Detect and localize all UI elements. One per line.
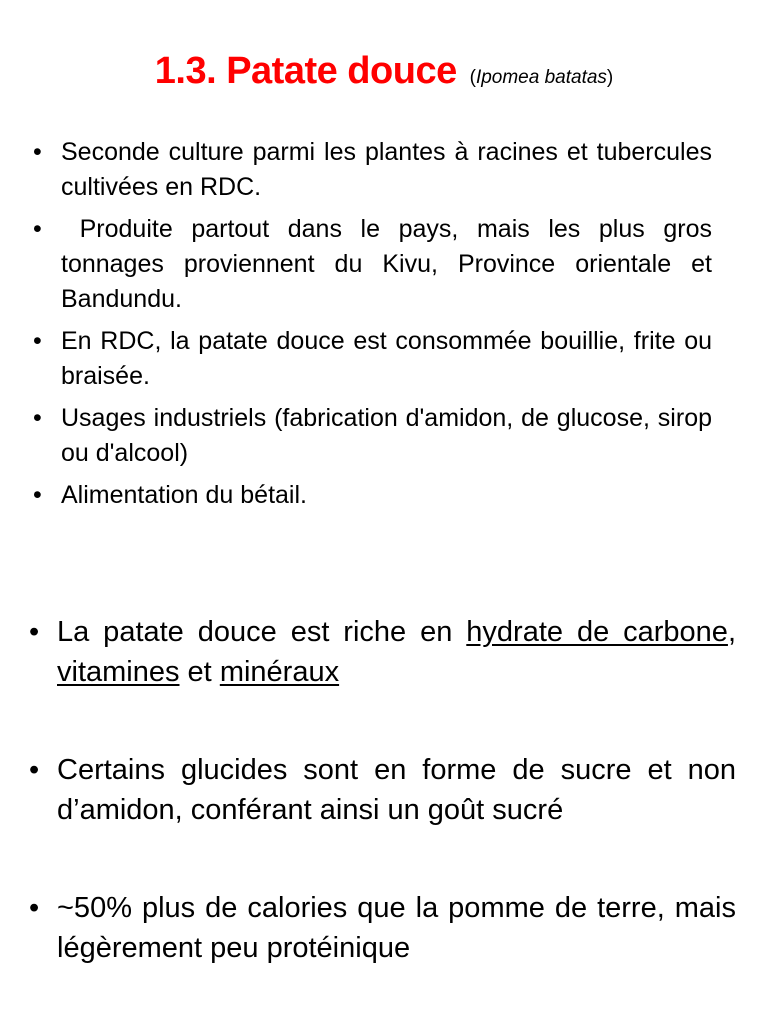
list-item [30,478,712,513]
slide-title [0,50,768,93]
bullet-icon: • [33,404,42,432]
list-item [30,212,719,317]
underlined-term: hydrate de carbone [466,616,728,648]
list-item [30,401,712,471]
list-item-text: Seconde culture parmi les plantes à racines et tubercules cultivées en RDC. [61,138,712,201]
bullet-list-facts [30,135,719,520]
list-item-text: Produite partout dans le pays, mais les plus gros tonnages proviennent du Kivu, Province orientale et Bandundu. [61,215,719,313]
title-latin-name: (Ipomea batatas) [469,67,614,88]
list-item [30,135,712,205]
list-item-text: Usages industriels (fabrication d'amidon, de glucose, sirop ou d'alcool) [61,404,712,467]
list-item [28,888,736,968]
title-main: 1.3. Patate douce [154,50,457,92]
bullet-icon: • [33,215,42,243]
bullet-icon: • [29,892,40,924]
bullet-icon: • [33,481,42,509]
list-item-text: En RDC, la patate douce est consommée bouillie, frite ou braisée. [61,327,712,390]
list-item [28,612,736,692]
list-item-text: ~50% plus de calories que la pomme de terre, mais légèrement peu protéinique [57,892,736,964]
underlined-term: minéraux [219,656,340,688]
list-item [28,750,736,830]
bullet-icon: • [33,138,42,166]
list-item-text: Certains glucides sont en forme de sucre et non d’amidon, conférant ainsi un goût sucré [57,754,736,826]
bullet-list-nutrition [28,612,736,968]
list-item-text: Alimentation du bétail. [61,481,307,509]
list-item [30,324,712,394]
underlined-term: vitamines [57,656,180,688]
bullet-icon: • [33,327,42,355]
list-item-text: La patate douce est riche en hydrate de carbone, vitamines et minéraux [57,616,736,688]
bullet-icon: • [29,616,40,648]
bullet-icon: • [29,754,40,786]
